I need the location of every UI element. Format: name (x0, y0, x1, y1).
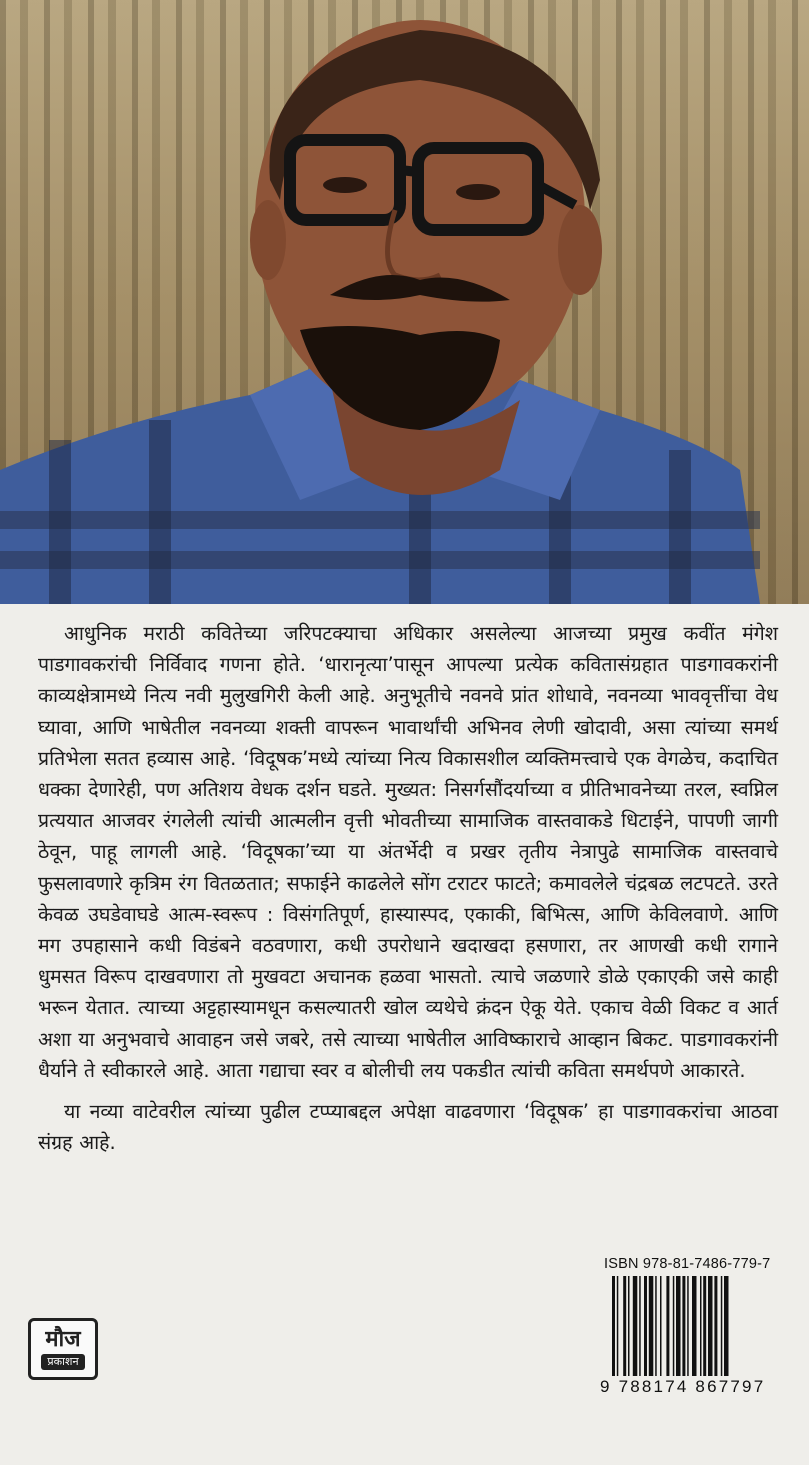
barcode-digits: 9 788174 867797 (600, 1377, 766, 1396)
isbn-barcode (610, 1276, 760, 1376)
blurb-text (38, 618, 778, 1158)
author-photo (0, 0, 809, 604)
publisher-logo-sub: प्रकाशन (41, 1354, 84, 1370)
isbn-label: ISBN 978-81-7486-779-7 (604, 1256, 771, 1272)
blurb-paragraph-1: आधुनिक मराठी कवितेच्या जरिपटक्याचा अधिकार असलेल्या आजच्या प्रमुख कवींत मंगेश पाडगावकरांची निर्विवाद गणना होते. ‘धारानृत्या’पासून आपल्या प्रत्येक कवितासंग्रहात पाडगावकरांनी काव्यक्षेत्रामध्ये नित्य नवी मुलुखगिरी केली आहे. अनुभूतीचे नवनवे प्रांत शोधावे, नवनव्या भाववृत्तींचा वेध घ्यावा, आणि भाषेतील नवनव्या शक्ती वापरून भावार्थांची अभिनव लेणी खोदावी, असा त्यांच्या समर्थ प्रतिभेला सतत हव्यास आहे. ‘विदूषक’मध्ये त्यांच्या नित्य विकासशील व्यक्तिमत्त्वाचे एक वेगळेच, कदाचित धक्का देणारेही, पण अतिशय वेधक दर्शन घडते. मुख्यत: निसर्गसौंदर्याच्या व प्रीतिभावनेच्या तरल, स्वप्निल प्रत्ययात आजवर रंगलेली त्यांची आत्मलीन वृत्ती भोवतीच्या सामाजिक वास्तवाकडे धिटाईने, पापणी जागी ठेवून, पाहू लागली आहे. ‘विदूषका’च्या या अंतर्भेदी व प्रखर तृतीय नेत्रापुढे सामाजिक वास्तवाचे फुसलावणारे कृत्रिम रंग वितळतात; सफाईने काढलेले सोंग टराटर फाटते; कमावलेले चंद्रबळ लटपटते. उरते केवळ उघडेवाघडे आत्म-स्वरूप : विसंगतिपूर्ण, हास्यास्पद, एकाकी, बिभित्स, आणि केविलवाणे. आणि मग उपहासाने कधी विडंबने वठवणारा, कधी उपरोधाने खदाखदा हसणारा, तर आणखी कधी रागाने धुमसत विरूप दाखवणारा तो मुखवटा अचानक हळवा भासतो. त्याचे जळणारे डोळे एकाएकी जसे काही भरून येतात. त्याच्या अट्टहास्यामधून कसल्यातरी खोल व्यथेचे क्रंदन ऐकू येते. एकाच वेळी विकट व आर्त अशा या अनुभवाचे आवाहन जसे जबरे, तसे त्याच्या भाषेतील आविष्काराचे आव्हान बिकट. पाडगावकरांनी धैर्याने ते स्वीकारले आहे. आता गद्याचा स्वर व बोलीची लय पकडीत त्यांची कविता समर्थपणे आकारते. (38, 622, 778, 1082)
publisher-logo (28, 1318, 98, 1380)
publisher-logo-mark: मौज (45, 1327, 81, 1352)
blurb-paragraph-2: या नव्या वाटेवरील त्यांच्या पुढील टप्प्याबद्दल अपेक्षा वाढवणारा ‘विदूषक’ हा पाडगावकरांचा आठवा संग्रह आहे. (38, 1100, 778, 1155)
author-portrait-illustration (0, 0, 809, 604)
